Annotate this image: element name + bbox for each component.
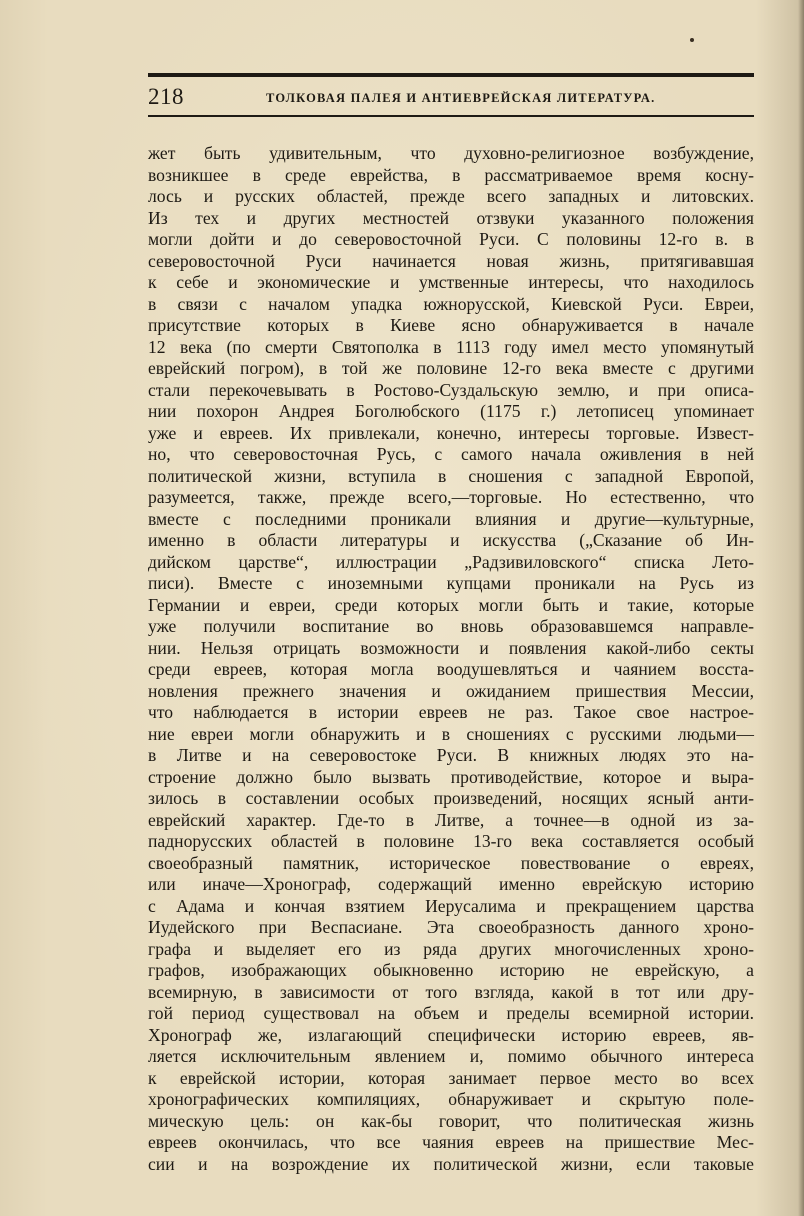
text-line: в Литве и на северовостоке Руси. В книжных людях это на- [148,745,754,765]
text-line: паднорусских областей в половине 13-го века составляется особый [148,831,754,851]
text-line: Хронограф же, излагающий специфически историю евреев, яв- [148,1024,754,1045]
text-line: 12 века (по смерти Святополка в 1113 году имел место упомянутый [148,336,754,357]
text-line: именно в области литературы и искусства („Сказание об Ин- [148,530,754,550]
text-line: новления прежнего значения и ожиданием пришествия Мессии, [148,680,754,701]
text-line: возникшее в среде еврейства, в рассматриваемое время косну- [148,164,754,185]
text-line: нии. Нельзя отрицать возможности и появления какой-либо секты [148,637,754,658]
text-line: нии похорон Андрея Боголюбского (1175 г.) летописец упоминает [148,401,754,421]
text-line: ние евреи могли обнаружить и в сношениях с русскими людьми— [148,723,754,744]
text-line: своеобразный памятник, историческое повествование о евреях, [148,852,754,873]
text-line: или иначе—Хронограф, содержащий именно еврейскую историю [148,874,754,894]
text-line: всемирную, в зависимости от того взгляда, какой в тот или дру- [148,981,754,1002]
text-line: зилось в составлении особых произведений, носящих ясный анти- [148,788,754,808]
text-line: жет быть удивительным, что духовно-религиозное возбуждение, [148,143,754,163]
running-header [148,84,754,114]
text-line: уже получили воспитание во вновь образовавшемся направле- [148,616,754,636]
text-line: строение должно было вызвать противодействие, которое и выра- [148,766,754,787]
text-line: политической жизни, вступила в сношения с западной Европой, [148,465,754,486]
text-line: к себе и экономические и умственные интересы, что находилось [148,272,754,292]
text-line: графов, изображающих обыкновенно историю не еврейскую, а [148,960,754,980]
text-line: с Адама и кончая взятием Иерусалима и прекращением царства [148,895,754,916]
page-edge-shadow [798,0,804,1216]
text-line: Германии и евреи, среди которых могли быть и такие, которые [148,594,754,615]
text-line: ляется исключительным явлением и, помимо обычного интереса [148,1046,754,1066]
text-line: гой период существовал на объем и пределы всемирной истории. [148,1003,754,1023]
text-line: северовосточной Руси начинается новая жизнь, притягивавшая [148,250,754,271]
text-line: в связи с началом упадка южнорусской, Киевской Руси. Евреи, [148,293,754,314]
body-text [148,143,754,1175]
text-line: писи). Вместе с иноземными купцами проникали на Русь из [148,573,754,593]
header-bottom-rule [148,115,754,117]
text-line: Иудейского при Веспасиане. Эта своеобразность данного хроно- [148,917,754,937]
text-line: присутствие которых в Киеве ясно обнаруживается в начале [148,315,754,335]
text-line: разумеется, также, прежде всего,—торговые. Но естественно, что [148,487,754,507]
text-line: могли дойти и до северовосточной Руси. С половины 12-го в. в [148,229,754,249]
text-line: еврейский характер. Где-то в Литве, а точнее—в одной из за- [148,809,754,830]
text-line: евреев окончилась, что все чаяния евреев на пришествие Мес- [148,1132,754,1152]
text-line: Из тех и других местностей отзвуки указанного положения [148,207,754,228]
text-line: лось и русских областей, прежде всего западных и литовских. [148,186,754,206]
running-title: ТОЛКОВАЯ ПАЛЕЯ И АНТИЕВРЕЙСКАЯ ЛИТЕРАТУРА. [266,91,656,105]
text-line: но, что северовосточная Русь, с самого начала оживления в ней [148,444,754,464]
text-line: среди евреев, которая могла воодушевляться и чаянием восста- [148,659,754,679]
text-line: стали перекочевывать в Ростово-Суздальскую землю, и при описа- [148,379,754,400]
header-top-rule [148,73,754,77]
text-line: вместе с последними проникали влияния и другие—культурные, [148,508,754,529]
page-number: 218 [148,84,184,109]
text-line: к еврейской истории, которая занимает первое место во всех [148,1067,754,1088]
text-line: графа и выделяет его из ряда других многочисленных хроно- [148,938,754,959]
text-line: мическую цель: он как-бы говорит, что политическая жизнь [148,1110,754,1131]
text-line: сии и на возрождение их политической жизни, если таковые [148,1153,754,1174]
text-line: хронографических компиляциях, обнаруживает и скрытую поле- [148,1089,754,1109]
text-line: дийском царстве“, иллюстрации „Радзивиловского“ списка Лето- [148,551,754,572]
text-line: еврейский погром), в той же половине 12-го века вместе с другими [148,358,754,378]
text-line: что наблюдается в истории евреев не раз. Такое свое настрое- [148,702,754,722]
text-line: уже и евреев. Их привлекали, конечно, интересы торговые. Извест- [148,422,754,443]
ink-speck [690,38,694,42]
